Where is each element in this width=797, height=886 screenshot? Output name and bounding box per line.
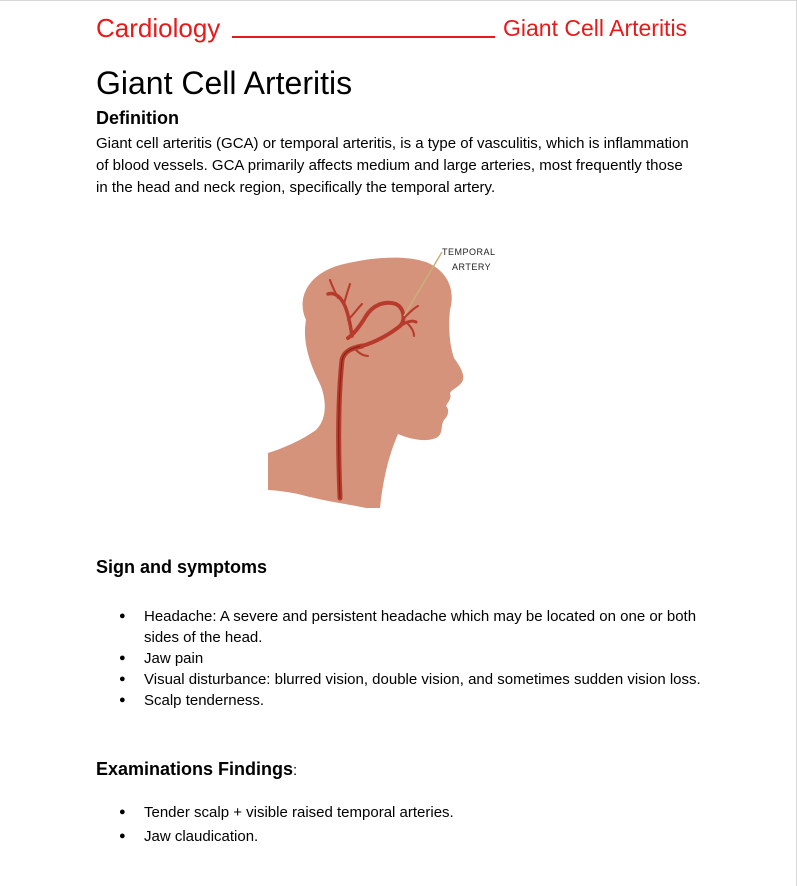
signs-list (96, 606, 704, 711)
list-item: ● Scalp tenderness. (96, 690, 704, 711)
label-temporal: TEMPORAL (442, 247, 496, 257)
exam-list (96, 802, 704, 850)
page-edge-top (0, 0, 797, 1)
list-item: ● Visual disturbance: blurred vision, double vision, and sometimes sudden vision loss. (96, 669, 704, 690)
head-silhouette-svg (268, 208, 508, 528)
label-artery: ARTERY (452, 262, 492, 272)
head-silhouette (268, 258, 463, 508)
page-title: Giant Cell Arteritis (96, 65, 353, 101)
list-item: ● Jaw pain (96, 648, 704, 669)
exam-heading-colon: : (293, 762, 298, 779)
header-rule (232, 36, 495, 38)
signs-heading: Sign and symptoms (96, 557, 268, 577)
header-section-label: Cardiology (96, 13, 221, 43)
exam-heading (96, 757, 297, 783)
head-illustration (268, 208, 508, 528)
list-item: ● Headache: A severe and persistent headache which may be located on one or both sides of the head. (96, 606, 704, 648)
exam-heading-text: Examinations Findings (96, 759, 294, 779)
list-item: ● Jaw claudication. (96, 826, 704, 847)
definition-heading: Definition (96, 108, 179, 128)
list-item: ● Tender scalp + visible raised temporal arteries. (96, 802, 704, 823)
header-topic-label: Giant Cell Arteritis (503, 15, 688, 41)
definition-text: Giant cell arteritis (GCA) or temporal arteritis, is a type of vasculitis, which is inflammation of blood vessels. GCA primarily affects medium and large arteries, most frequently those in the head and neck region, specifically the temporal artery. (96, 135, 689, 196)
